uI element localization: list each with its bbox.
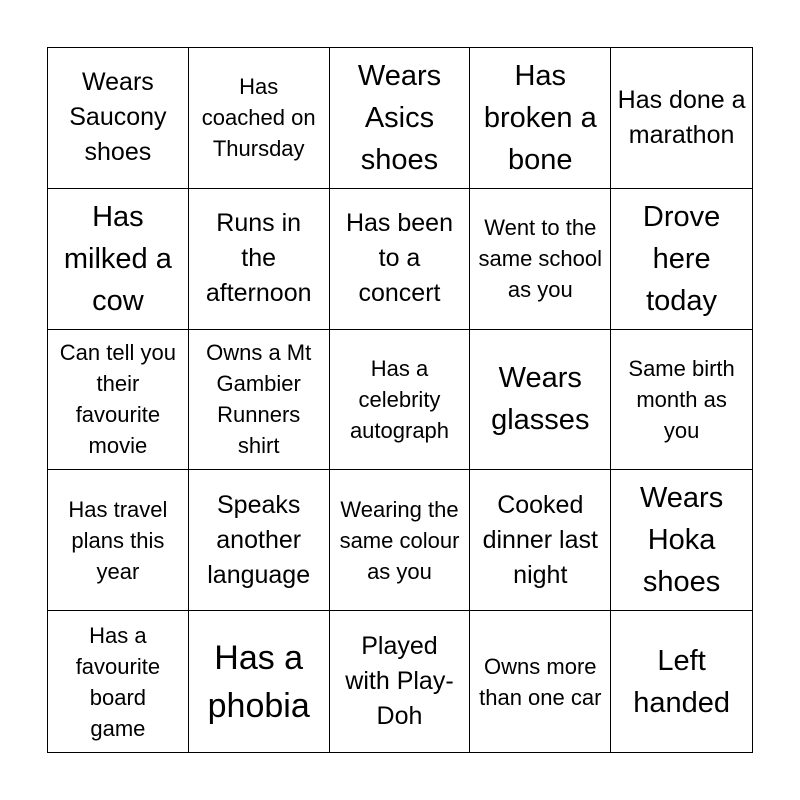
bingo-cell[interactable] (330, 611, 471, 752)
bingo-cell-label: Has broken a bone (483, 59, 597, 176)
bingo-cell-label: Has a phobia (207, 638, 310, 725)
bingo-cell[interactable] (189, 48, 330, 189)
bingo-cell[interactable] (330, 470, 471, 611)
bingo-cell[interactable] (470, 470, 611, 611)
bingo-cell-label: Played with Play-Doh (345, 632, 454, 731)
bingo-cell-label: Can tell you their favourite movie (59, 340, 176, 459)
bingo-cell[interactable] (48, 189, 189, 330)
bingo-cell[interactable] (189, 189, 330, 330)
bingo-cell-label: Has coached on Thursday (201, 74, 316, 162)
bingo-cell-label: Owns more than one car (479, 653, 602, 710)
bingo-cell-label: Wears glasses (491, 362, 590, 437)
bingo-cell-label: Speaks another language (207, 490, 311, 589)
bingo-cell-label: Runs in the afternoon (205, 209, 312, 308)
bingo-cell-label: Wears Asics shoes (357, 59, 442, 176)
bingo-cell[interactable] (470, 330, 611, 471)
bingo-cell[interactable] (48, 611, 189, 752)
bingo-cell-label: Has a favourite board game (75, 622, 161, 741)
bingo-cell[interactable] (48, 470, 189, 611)
bingo-cell-label: Left handed (633, 644, 730, 719)
bingo-cell[interactable] (189, 470, 330, 611)
bingo-cell-label: Has done a marathon (617, 85, 746, 149)
bingo-cell[interactable] (611, 48, 752, 189)
bingo-cell[interactable] (470, 611, 611, 752)
bingo-cell-label: Wearing the same colour as you (339, 496, 460, 584)
bingo-cell[interactable] (611, 611, 752, 752)
bingo-cell-label: Has been to a concert (345, 209, 453, 308)
bingo-cell-label: Has milked a cow (63, 200, 172, 317)
bingo-cell[interactable] (611, 470, 752, 611)
bingo-cell[interactable] (330, 48, 471, 189)
bingo-cell-label: Drove here today (642, 200, 721, 317)
bingo-cell[interactable] (48, 48, 189, 189)
bingo-cell-label: Wears Saucony shoes (69, 68, 167, 167)
bingo-cell[interactable] (470, 189, 611, 330)
bingo-cell-label: Wears Hoka shoes (639, 482, 724, 599)
bingo-cell-label: Owns a Mt Gambier Runners shirt (206, 340, 312, 459)
bingo-cell[interactable] (330, 189, 471, 330)
bingo-cell[interactable] (189, 611, 330, 752)
bingo-cell-label: Same birth month as you (628, 355, 735, 443)
bingo-board (47, 47, 753, 753)
bingo-cell[interactable] (48, 330, 189, 471)
bingo-cell[interactable] (470, 48, 611, 189)
bingo-cell-label: Has travel plans this year (68, 496, 168, 584)
bingo-cell-label: Has a celebrity autograph (349, 355, 450, 443)
bingo-cell[interactable] (611, 330, 752, 471)
bingo-cell[interactable] (611, 189, 752, 330)
bingo-cell[interactable] (189, 330, 330, 471)
bingo-cell[interactable] (330, 330, 471, 471)
bingo-cell-label: Cooked dinner last night (482, 490, 598, 589)
bingo-cell-label: Went to the same school as you (478, 215, 603, 303)
